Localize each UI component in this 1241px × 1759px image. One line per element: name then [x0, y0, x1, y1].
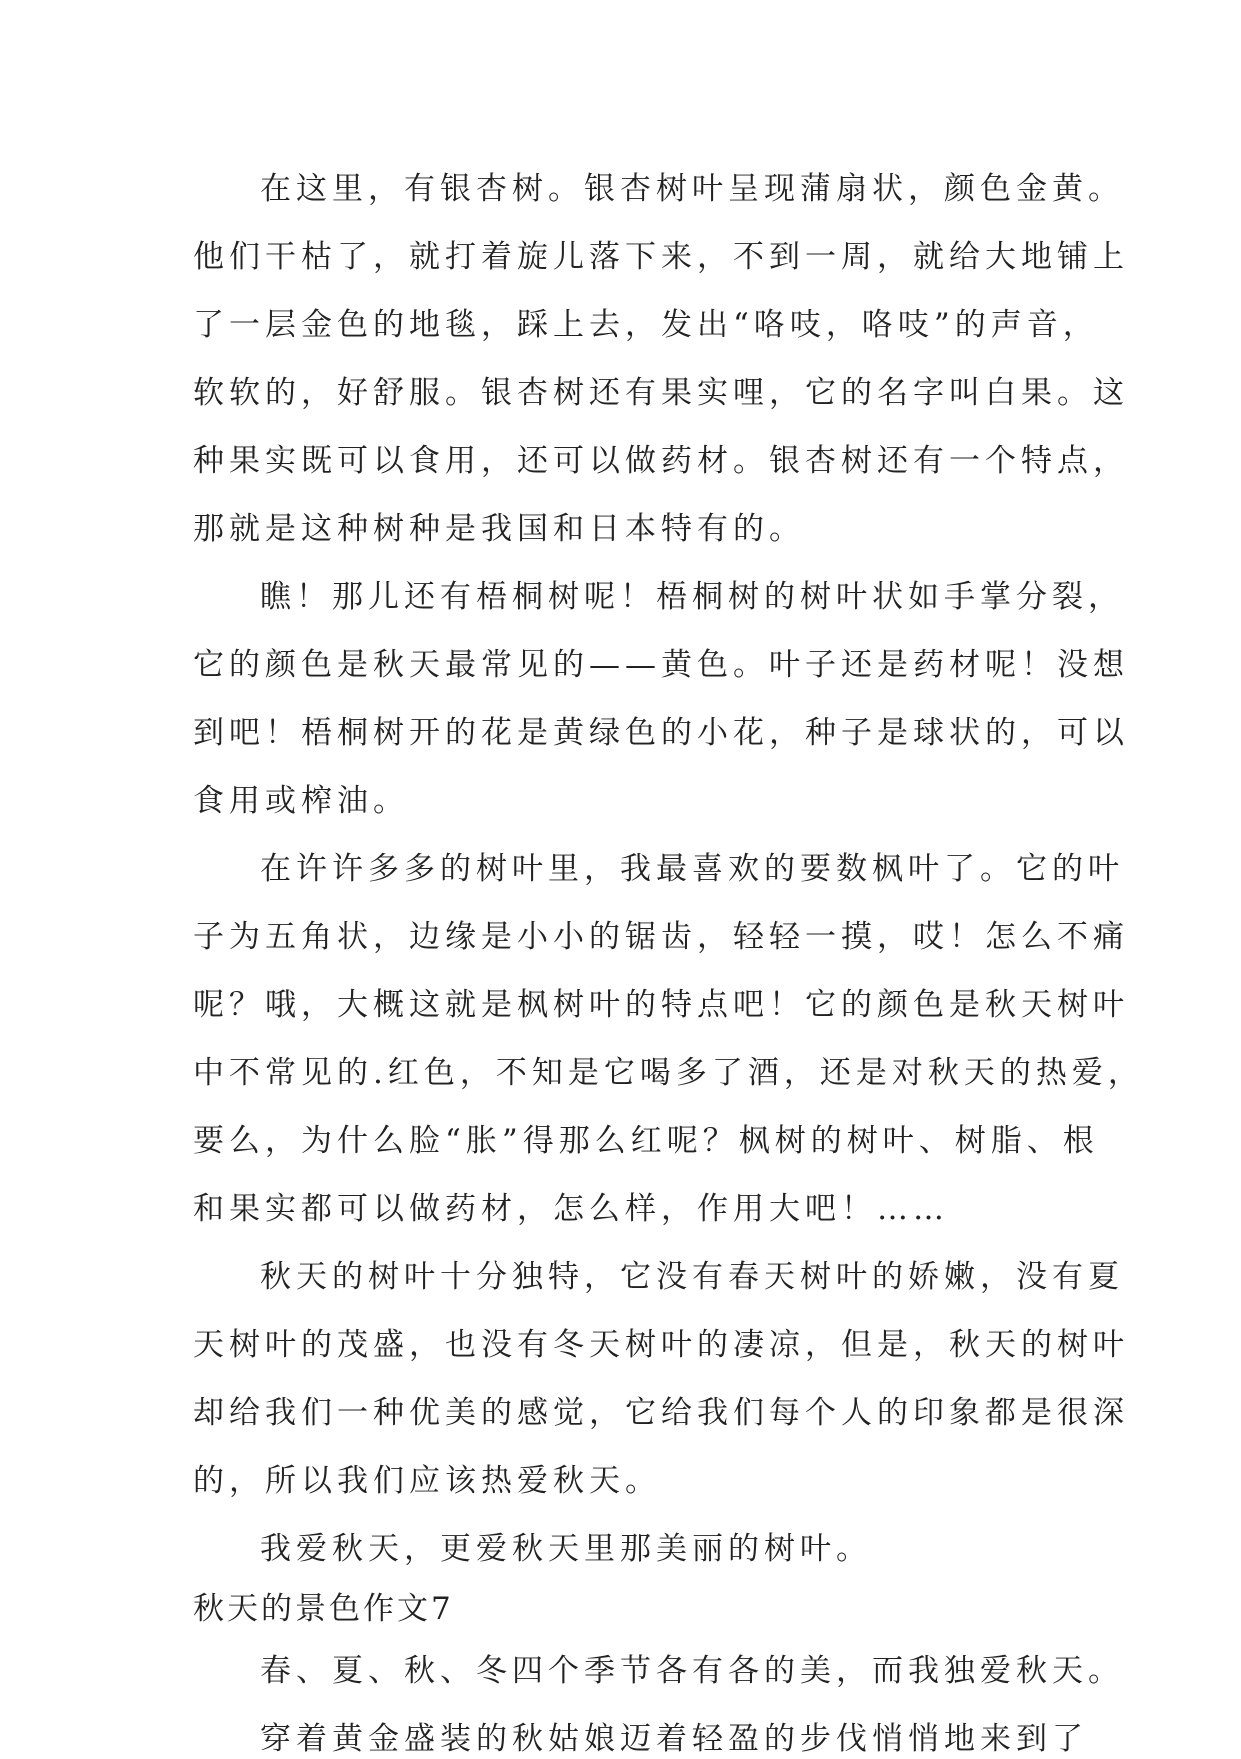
text-line: 的，所以我们应该热爱秋天。 — [193, 1463, 661, 1499]
text-line: 要么，为什么脸“胀”得那么红呢？枫树的树叶、树脂、根 — [193, 1123, 1099, 1159]
text-line: 种果实既可以食用，还可以做药材。银杏树还有一个特点， — [193, 443, 1129, 479]
text-line: 天树叶的茂盛，也没有冬天树叶的凄凉，但是，秋天的树叶 — [193, 1327, 1129, 1363]
text-line: 软软的，好舒服。银杏树还有果实哩，它的名字叫白果。这 — [193, 375, 1129, 411]
text-line: 却给我们一种优美的感觉，它给我们每个人的印象都是很深 — [193, 1395, 1129, 1431]
text-line: 它的颜色是秋天最常见的——黄色。叶子还是药材呢！没想 — [193, 647, 1129, 683]
text-line: 在许许多多的树叶里，我最喜欢的要数枫叶了。它的叶 — [260, 851, 1124, 887]
text-line: 穿着黄金盛装的秋姑娘迈着轻盈的步伐悄悄地来到了 — [260, 1721, 1088, 1757]
text-line: 瞧！那儿还有梧桐树呢！梧桐树的树叶状如手掌分裂， — [260, 579, 1124, 615]
text-line: 那就是这种树种是我国和日本特有的。 — [193, 511, 805, 547]
section-heading: 秋天的景色作文7 — [193, 1591, 454, 1627]
text-line: 食用或榨油。 — [193, 783, 409, 819]
text-line: 呢？哦，大概这就是枫树叶的特点吧！它的颜色是秋天树叶 — [193, 987, 1129, 1023]
text-line: 到吧！梧桐树开的花是黄绿色的小花，种子是球状的，可以 — [193, 715, 1129, 751]
text-line: 子为五角状，边缘是小小的锯齿，轻轻一摸，哎！怎么不痛 — [193, 919, 1129, 955]
text-line: 他们干枯了，就打着旋儿落下来，不到一周，就给大地铺上 — [193, 239, 1129, 275]
text-line: 我爱秋天，更爱秋天里那美丽的树叶。 — [260, 1531, 872, 1567]
text-line: 中不常见的.红色，不知是它喝多了酒，还是对秋天的热爱， — [193, 1055, 1144, 1091]
text-line: 在这里，有银杏树。银杏树叶呈现蒲扇状，颜色金黄。 — [260, 171, 1124, 207]
text-line: 秋天的树叶十分独特，它没有春天树叶的娇嫩，没有夏 — [260, 1259, 1124, 1295]
text-line: 春、夏、秋、冬四个季节各有各的美，而我独爱秋天。 — [260, 1653, 1124, 1689]
text-line: 和果实都可以做药材，怎么样，作用大吧！…… — [193, 1191, 949, 1227]
text-line: 了一层金色的地毯，踩上去，发出“咯吱，咯吱”的声音， — [193, 307, 1099, 343]
